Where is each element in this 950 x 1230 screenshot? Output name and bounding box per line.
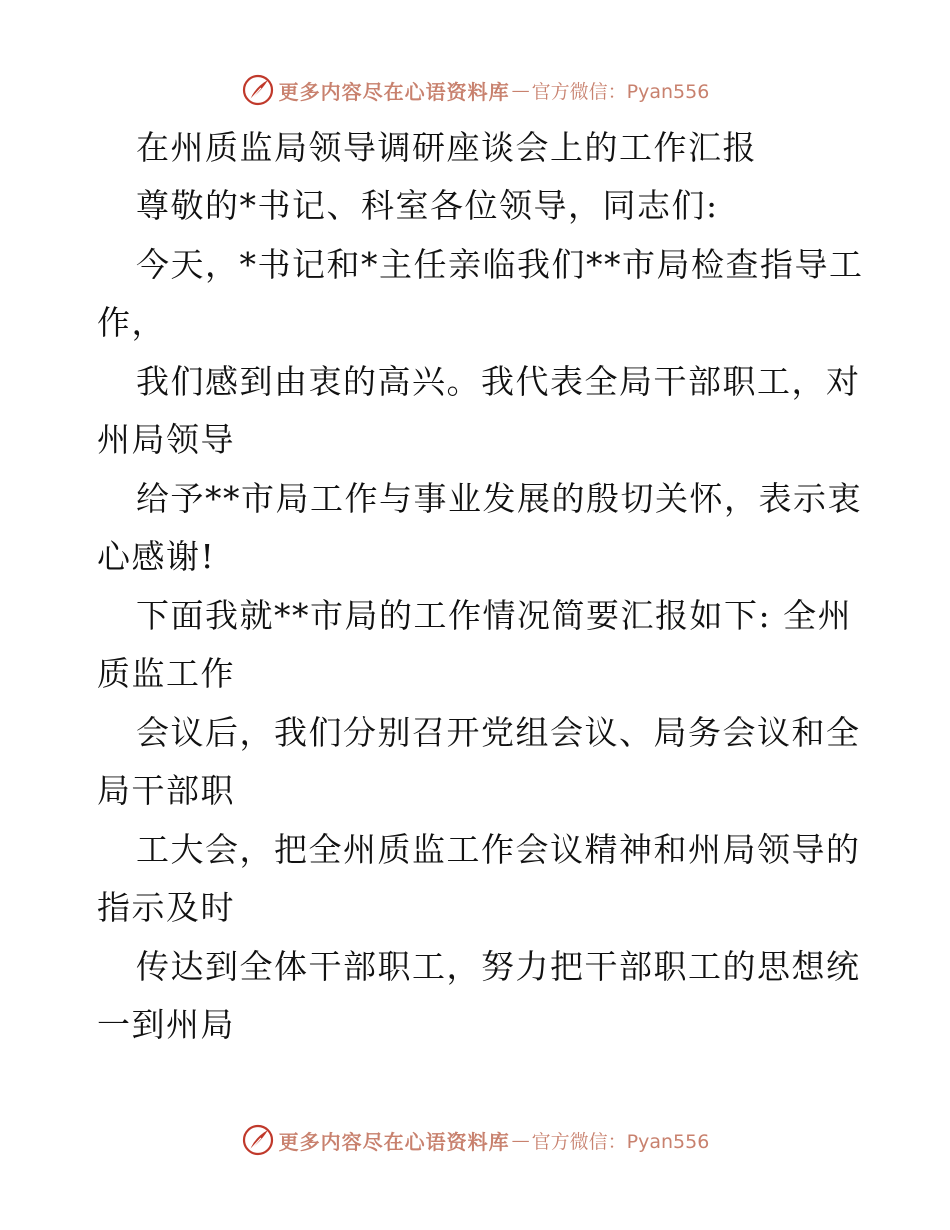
salutation: 尊敬的*书记、科室各位领导，同志们:	[136, 186, 719, 225]
watermark-site: 更多内容尽在心语资料库	[278, 1129, 510, 1154]
paragraph-line: 传达到全体干部职工，努力把干部职工的思想统	[136, 947, 861, 986]
paragraph-line: 给予**市局工作与事业发展的殷切关怀，表示衷	[136, 479, 862, 518]
paragraph-line: 工大会，把全州质监工作会议精神和州局领导的	[136, 830, 861, 869]
watermark-wechat: 官方微信：Pyan556	[531, 80, 710, 103]
paragraph-line: 我们感到由衷的高兴。我代表全局干部职工，对	[136, 362, 861, 401]
document-title: 在州质监局领导调研座谈会上的工作汇报	[136, 128, 757, 167]
paragraph-line: 质监工作	[97, 654, 235, 693]
watermark-wechat: 官方微信：Pyan556	[531, 1130, 710, 1153]
footer-watermark	[0, 1120, 950, 1160]
paragraph-line: 指示及时	[97, 888, 235, 927]
quill-logo-icon	[241, 1123, 275, 1157]
paragraph-line: 下面我就**市局的工作情况简要汇报如下: 全州	[136, 596, 853, 635]
paragraph-line: 会议后，我们分别召开党组会议、局务会议和全	[136, 713, 861, 752]
watermark-dash: —	[511, 1129, 530, 1151]
paragraph-line: 一到州局	[97, 1005, 235, 1044]
paragraph-line: 今天，*书记和*主任亲临我们**市局检查指导工	[136, 245, 864, 284]
watermark-dash: —	[511, 79, 530, 101]
paragraph-line: 心感谢!	[97, 537, 216, 576]
watermark-site: 更多内容尽在心语资料库	[278, 79, 510, 104]
paragraph-line: 作，	[97, 303, 166, 342]
paragraph-line: 局干部职	[97, 771, 235, 810]
paragraph-line: 州局领导	[97, 420, 235, 459]
